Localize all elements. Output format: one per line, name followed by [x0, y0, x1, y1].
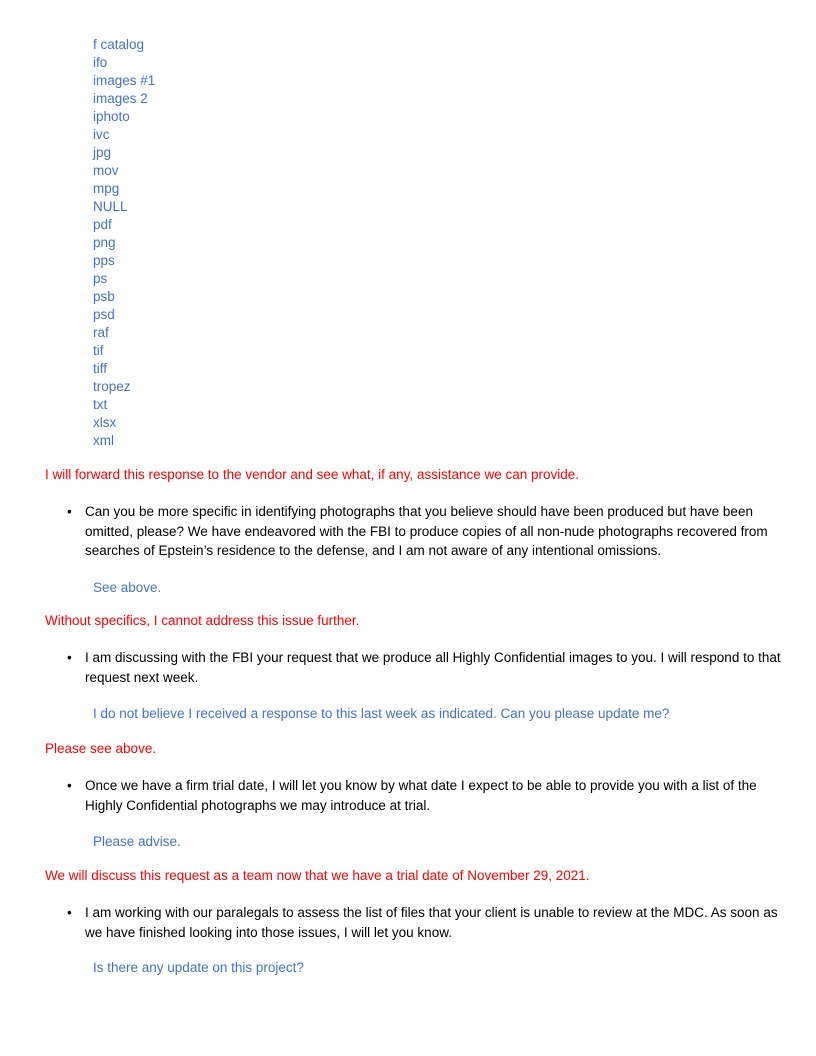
- extension-item: ifo: [93, 55, 108, 70]
- extension-item: pdf: [93, 217, 112, 232]
- bullet-item-highly-confidential: [67, 648, 782, 687]
- extension-item: ivc: [93, 127, 110, 142]
- file-extension-list: [93, 36, 155, 450]
- extension-item: mpg: [93, 181, 120, 196]
- bullet-glyph: •: [67, 778, 72, 793]
- extension-item: images #1: [93, 73, 156, 88]
- bullet-text: I am discussing with the FBI your request that we produce all Highly Confidential images to you. I will respond to that request next week.: [85, 650, 781, 685]
- extension-item: ps: [93, 271, 108, 286]
- bullet-glyph: •: [67, 905, 72, 920]
- bullet-text: Can you be more specific in identifying photographs that you believe should have been produced but have been omitted, please? We have endeavored with the FBI to produce copies of all non-nude photographs recovered from searches of Epstein’s residence to the defense, and I am not aware of any intentional omissions.: [85, 504, 768, 558]
- extension-item: NULL: [93, 199, 128, 214]
- extension-item: png: [93, 235, 116, 250]
- bullet-glyph: •: [67, 504, 72, 519]
- bullet-item-photographs: [67, 502, 782, 561]
- response-trial-date: We will discuss this request as a team now that we have a trial date of November 29, 2021.: [45, 868, 590, 883]
- extension-item: raf: [93, 325, 109, 340]
- extension-item: images 2: [93, 91, 148, 106]
- reply-please-advise: Please advise.: [93, 834, 181, 849]
- extension-item: pps: [93, 253, 115, 268]
- response-please-see-above: Please see above.: [45, 741, 157, 756]
- extension-item: psb: [93, 289, 115, 304]
- extension-item: tif: [93, 343, 104, 358]
- extension-item: jpg: [93, 145, 112, 160]
- extension-item: f catalog: [93, 37, 145, 52]
- extension-item: iphoto: [93, 109, 130, 124]
- bullet-text: I am working with our paralegals to assess the list of files that your client is unable to review at the MDC. As soon as we have finished looking into those issues, I will let you know.: [85, 905, 778, 940]
- extension-item: xlsx: [93, 415, 117, 430]
- extension-item: xml: [93, 433, 114, 448]
- bullet-item-trial-date: [67, 776, 782, 815]
- response-without-specifics: Without specifics, I cannot address this issue further.: [45, 613, 360, 628]
- bullet-item-paralegals: [67, 903, 782, 942]
- reply-no-response: I do not believe I received a response to this last week as indicated. Can you please update me?: [93, 706, 670, 721]
- bullet-glyph: •: [67, 650, 72, 665]
- extension-item: tiff: [93, 361, 108, 376]
- extension-item: txt: [93, 397, 108, 412]
- bullet-text: Once we have a firm trial date, I will let you know by what date I expect to be able to provide you with a list of the Highly Confidential photographs we may introduce at trial.: [85, 778, 757, 813]
- extension-item: mov: [93, 163, 119, 178]
- extension-item: psd: [93, 307, 115, 322]
- reply-see-above: See above.: [93, 580, 162, 595]
- response-vendor-forward: I will forward this response to the vendor and see what, if any, assistance we can provide.: [45, 467, 580, 482]
- extension-item: tropez: [93, 379, 131, 394]
- reply-update-project: Is there any update on this project?: [93, 960, 304, 975]
